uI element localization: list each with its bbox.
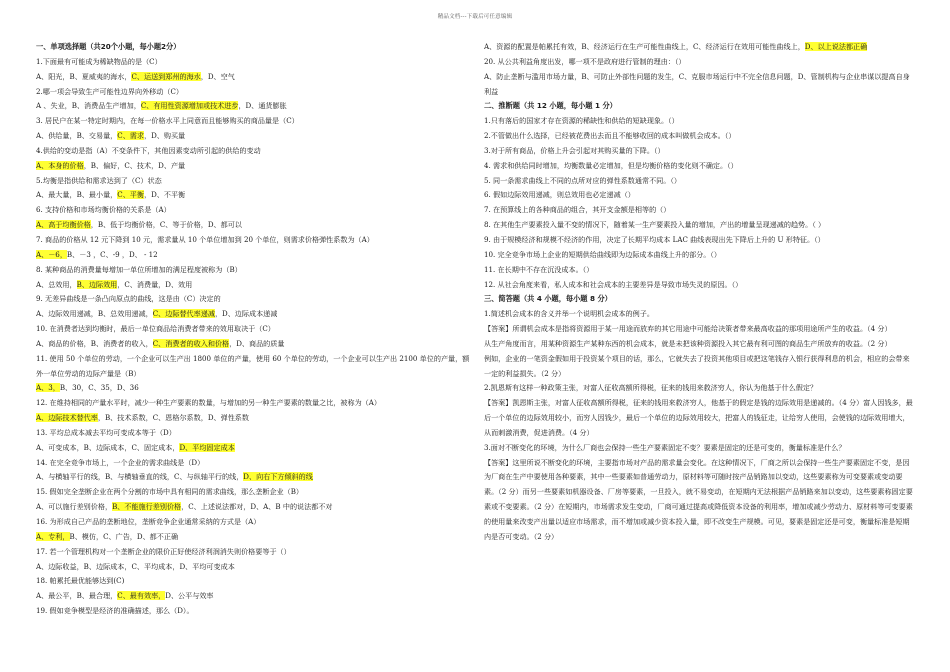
text-segment: 【答案】凯恩斯主张，对富人征收高额所得税，征来的钱用来救济穷人，他基于的假定是钱的边际效用是递减的。（4 分）富人因钱多，最后一个单位的边际效用较小，而穷人因钱少，最后一个单位的边际效用较大，把富人的钱征走，让给穷人使用，会使钱的边际效用增大，从而刺激消费，促进消费。（4 分） (484, 398, 913, 437)
text-segment: 6. 假如边际效用递减，则总效用也必定递减（） (484, 190, 635, 200)
text-line (36, 174, 476, 189)
header-note: 精品文档---下载后可任意编辑 (437, 14, 513, 20)
text-line (484, 337, 914, 352)
text-line (36, 129, 476, 144)
highlighted-answer: D、以上说法都正确 (804, 42, 868, 51)
text-segment: ，B、偏好，C、技术，D、产量 (83, 160, 186, 170)
text-segment: 从生产角度而言，用某种资源生产某种东西的机会成本，就是未把该种资源投入其它最有利可图的商品生产所放弃的收益。（2 分） (484, 338, 892, 348)
text-line (36, 485, 476, 500)
text-line (36, 70, 476, 85)
text-line (36, 114, 476, 129)
text-segment: ，D、商品的质量 (229, 338, 285, 348)
text-segment: 17. 若一个管理机构对一个垄断企业的限价正好使经济利润消失则价格要等于（） (36, 546, 291, 556)
text-line (36, 500, 476, 515)
text-segment: 1.下面最有可能成为稀缺物品的是（C） (36, 56, 162, 66)
text-line (36, 441, 476, 456)
text-segment: 2.不管做出什么选择，已经被花费出去而且不能够收回的成本叫做机会成本。（） (484, 131, 736, 141)
text-line (36, 99, 476, 114)
text-line (36, 307, 476, 322)
section-heading (484, 99, 914, 114)
text-line (36, 560, 476, 575)
text-segment: A、商品的价格，B、消费者的收入， (36, 338, 153, 348)
text-line (36, 263, 476, 278)
text-segment: 9. 无差异曲线是一条凸向原点的曲线，这是由（C）决定的 (36, 294, 221, 304)
text-line (484, 188, 914, 203)
text-segment: B、30，C、35，D、36 (59, 383, 139, 393)
text-segment: 14. 在完全竞争市场上，一个企业的需求曲线是（D） (36, 457, 205, 467)
text-segment: A、供给量，B、交易量， (36, 131, 118, 141)
text-line (36, 233, 476, 248)
highlighted-answer: C、消费者的收入和价格 (152, 338, 230, 348)
text-line (484, 174, 914, 189)
text-segment: 8. 某种商品的消费量每增加一单位所增加的满足程度被称为（B） (36, 264, 242, 274)
text-line (36, 352, 476, 382)
text-segment: 7. 在预算线上的各种商品的组合，其开支金额是相等的（） (484, 205, 671, 215)
highlighted-answer: A、本身的价格 (36, 160, 84, 170)
text-line (36, 545, 476, 560)
text-segment: A、最公平，B、最合理， (36, 591, 118, 601)
text-line (484, 159, 914, 174)
text-line (36, 248, 476, 263)
text-line (36, 337, 476, 352)
text-line (36, 203, 476, 218)
highlighted-answer: A、3， (36, 383, 60, 393)
text-line (484, 248, 914, 263)
text-line (484, 322, 914, 337)
text-segment: A、边际收益，B、边际成本，C、平均成本，D、平均可变成本 (36, 561, 235, 571)
text-segment: ，D、购买量 (144, 131, 186, 141)
text-segment: 15. 假如完全垄断企业在两个分割的市场中具有相同的需求曲线，那么垄断企业（B） (36, 487, 304, 497)
text-segment: A、可以施行差别价格， (36, 502, 113, 512)
text-segment: A、防止垄断与滥用市场力量，B、可防止外部性问题的发生，C、克服市场运行中不完全信息问题，D、管制机构与企业串谋以提高自身利益 (484, 71, 910, 96)
text-segment: 16. 为形成自己产品的垄断地位，垄断竞争企业通常采纳的方式是（A） (36, 517, 261, 526)
highlighted-answer: C、最有效率， (117, 591, 166, 601)
text-segment: A、边际效用递减，B、总效用递减， (36, 309, 153, 319)
text-line (484, 263, 914, 278)
text-segment: 3.对于所有商品，价格上升会引起对其购买量的下降。（） (484, 145, 665, 155)
text-line (36, 604, 476, 619)
text-segment: B、模仿，C、广告，D、都不正确 (69, 531, 179, 541)
text-line (484, 233, 914, 248)
text-line (36, 55, 476, 70)
text-line (484, 203, 914, 218)
text-segment: 9. 由于规模经济和规模不经济的作用，决定了长期平均成本 LAC 曲线表现出先下降后上升的 U 形特征。（） (484, 234, 825, 244)
text-segment: ，D、空气 (200, 71, 235, 81)
text-line (484, 114, 914, 129)
text-line (36, 530, 476, 545)
highlighted-answer: C、边际替代率递减 (152, 309, 215, 319)
right-column (484, 40, 914, 545)
text-segment: 10. 在消费者达到均衡时，最后一单位商品给消费者带来的效用取决于（C） (36, 324, 275, 334)
text-segment: D、公平与效率 (165, 591, 214, 601)
text-segment: ，B、低于均衡价格，C、等于价格，D、都可以 (90, 220, 242, 230)
text-segment: 二、推断题（共 12 小题，每小题 1 分） (484, 101, 617, 111)
text-segment: B、－3 ，C、-9 ，D、 - 12 (66, 249, 158, 259)
text-line (36, 322, 476, 337)
text-line (36, 426, 476, 441)
text-line (36, 574, 476, 589)
highlighted-answer: A、高于均衡价格 (36, 220, 91, 230)
text-line (484, 456, 914, 545)
text-segment: 2.哪一项会导致生产可能性边界向外移动（C） (36, 86, 183, 96)
text-segment: A、总效用， (36, 279, 77, 289)
highlighted-answer: D、平均固定成本 (179, 442, 235, 452)
text-segment: 7. 商品的价格从 12 元下降到 10 元，需求量从 10 个单位增加到 20 个单位，则需求价格弹性系数为（A） (36, 234, 374, 244)
text-segment: 例如，企业的一笔资金假如用于投资某个项目的话，那么，它就失去了投资其他项目或把这笔钱存入银行获得利息的机会，相应的会带来一定的利益损失。（2 分） (484, 353, 910, 378)
text-segment: 18. 帕累托最优能够达到(C) (36, 576, 125, 586)
text-segment: 6. 支持价格和市场均衡价格的关系是（A） (36, 205, 171, 215)
text-segment: 12. 从社会角度来看，私人成本和社会成本的主要差异是导致市场失灵的原因。（） (484, 279, 743, 289)
text-line (484, 278, 914, 293)
text-line (36, 292, 476, 307)
text-segment: ，D、不平衡 (144, 190, 186, 200)
text-line (484, 144, 914, 159)
text-segment: 4. 需求和供给同时增加，均衡数量必定增加，但是均衡价格的变化则不确定。（） (484, 160, 738, 170)
text-segment: 一、单项选择题（共20个小题，每小题2分） (36, 42, 181, 51)
text-segment: 三、简答题（共 4 小题，每小题 8 分） (484, 294, 612, 304)
highlighted-answer: D、向右下方倾斜的线 (243, 472, 313, 482)
text-line (484, 307, 914, 322)
text-line (36, 159, 476, 174)
highlighted-answer: C、有用性资源增加或技术进步 (140, 101, 239, 111)
text-segment: ，C、消费量，D、效用 (117, 279, 193, 289)
text-segment: 20. 从公共利益角度出发，哪一项不是政府进行管制的理由：（） (484, 56, 686, 66)
text-line (36, 396, 476, 411)
text-segment: 3.面对不断变化的环境，为什么厂商也会保持一些生产要素固定不变？要素是固定的还是可变的，衡量标准是什么？ (484, 442, 846, 452)
text-segment: A 、失业，B、消费品生产增加， (36, 101, 141, 111)
text-line (36, 144, 476, 159)
text-line (36, 589, 476, 604)
text-line (484, 55, 914, 70)
text-segment: 【答案】所谓机会成本是指将资源用于某一用途而放弃的其它用途中可能给决策者带来最高收益的那项用途所产生的收益。（4 分） (484, 324, 892, 334)
text-line (36, 188, 476, 203)
left-column (36, 40, 476, 619)
text-segment: 4.供给的变动是指（A）不变条件下，其他因素变动所引起的供给的变动 (36, 145, 261, 155)
highlighted-answer: A、边际技术替代率 (36, 413, 98, 423)
text-segment: 【答案】这里所说不断变化的环境，主要指市场对产品的需求量会变化。在这种情况下，厂商之所以会保持一些生产要素固定不变，是因为厂商在生产中要使用各种要素，其中一些要素如普通劳动力，原材料等可随时按产品销路加以变动，这些要素称为可变要素或变动要素。（2 分）而另一些要素如机器设备、厂房等要素，一旦投入，就不易变动，在短期内无法根据产品销路来加以变动，这些要素称固定要素或不变要素。（2 分）在短期内，市场需求发生变动，厂商可通过提高或降低资本设备的利用率，增加或减少劳动力、原材料等可变要素的使用量来改变产出量以适应市场需求，而不增加或减少资本投入量，即不改变生产规模。可见，要素是固定还是可变，衡量标准是短期内是否可变动。（2 分） (484, 457, 913, 541)
text-segment: A、最大量，B、最小量， (36, 190, 118, 200)
highlighted-answer: B、边际效用 (76, 279, 118, 289)
text-line (36, 85, 476, 100)
highlighted-answer: C、需求 (117, 131, 144, 141)
text-line (484, 218, 914, 233)
text-line (36, 218, 476, 233)
text-line (484, 396, 914, 441)
text-segment: 12. 在维持相同的产量水平时，减少一种生产要素的数量，与增加的另一种生产要素的数量之比，被称为（A） (36, 398, 381, 408)
highlighted-answer: A、－6， (36, 249, 67, 259)
text-line (484, 70, 914, 100)
text-segment: 5. 同一条需求曲线上不同的点所对应的弹性系数通常不同。（） (484, 175, 682, 185)
text-line (484, 40, 914, 55)
highlighted-answer: B、不能施行差别价格 (112, 502, 182, 512)
text-segment: ，B、技术系数，C、恩格尔系数，D、弹性系数 (97, 413, 249, 423)
text-segment: 1.简述机会成本的含义并举一个说明机会成本的例子。 (484, 309, 654, 319)
text-segment: A、与横轴平行的线，B、与横轴垂直的线，C、与纵轴平行的线， (36, 472, 244, 482)
text-segment: A、资源的配置是帕累托有效，B、经济运行在生产可能性曲线上，C、经济运行在效用可能性曲线上， (484, 42, 805, 51)
text-segment: A、可变成本，B、边际成本，C、固定成本， (36, 442, 180, 452)
text-line (36, 456, 476, 471)
text-line (484, 352, 914, 382)
text-segment: A、阳光，B、夏威夷的海水， (36, 71, 132, 81)
section-heading (36, 40, 476, 55)
highlighted-answer: C、平衡 (117, 190, 144, 200)
text-segment: 11. 在长期中不存在沉没成本。（） (484, 264, 594, 274)
text-line (484, 129, 914, 144)
text-segment: 19. 假如竞争模型是经济的准确描述，那么（D）。 (36, 606, 194, 616)
text-segment: ，D、通货膨胀 (238, 101, 287, 111)
text-line (36, 411, 476, 426)
text-segment: 1.只有落后的国家才存在资源的稀缺性和供给的短缺现象。（） (484, 116, 679, 126)
highlighted-answer: A、专利， (36, 531, 70, 541)
text-segment: 5.均衡是指供给和需求达到了（C）状态 (36, 175, 162, 185)
section-heading (484, 292, 914, 307)
text-segment: 3. 居民户在某一特定时期内，在每一价格水平上同意而且能够购买的商品量是（C） (36, 116, 299, 126)
text-line (36, 515, 476, 530)
text-segment: 13. 平均总成本减去平均可变成本等于（D） (36, 427, 176, 437)
text-line (484, 381, 914, 396)
text-line (36, 278, 476, 293)
highlighted-answer: C、运送到郑州的海水 (131, 71, 201, 81)
text-segment: 10. 完全竞争市场上企业的短期供给曲线即为边际成本曲线上升的部分。（） (484, 249, 721, 259)
text-line (484, 441, 914, 456)
text-segment: 8. 在其他生产要素投入量不变的情况下，随着某一生产要素投入量的增加，产出的增量呈现递减的趋势。（ ） (484, 220, 826, 230)
text-segment: ，C、上述说法都对，D、A、B 中的说法都不对 (181, 502, 333, 512)
text-segment: 2.凯恩斯有这样一种政策主张，对富人征收高额所得税，征来的钱用来救济穷人，你认为他基于什么假定？ (484, 383, 818, 393)
text-segment: ，D、边际成本递减 (214, 309, 278, 319)
text-segment: 11. 使用 50 个单位的劳动，一个企业可以生产出 1800 单位的产量，使用 60 个单位的劳动，一个企业可以生产出 2100 单位的产量，额外一单位劳动的边际产量是（B） (36, 353, 470, 378)
text-line (36, 381, 476, 396)
text-line (36, 470, 476, 485)
